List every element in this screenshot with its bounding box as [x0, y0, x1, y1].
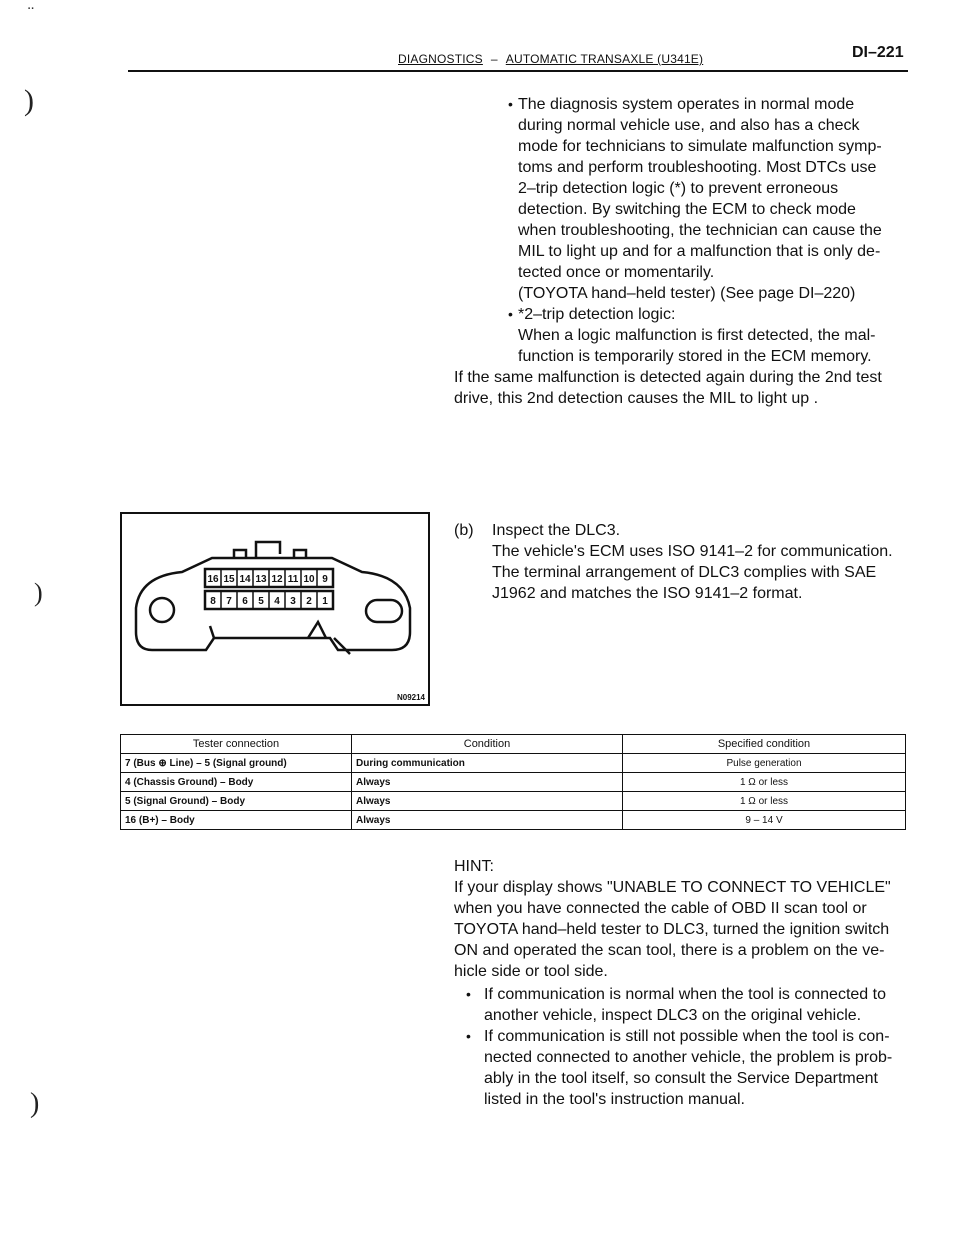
text-line: function is temporarily stored in the ECM memory.	[518, 348, 872, 365]
text-line: detection. By switching the ECM to check mode	[518, 201, 856, 218]
intro-bullet-1	[518, 94, 918, 304]
hint-bullet-1	[484, 984, 924, 1026]
figure-code: N09214	[396, 693, 425, 702]
pin-label: 9	[322, 574, 328, 585]
table-row	[121, 792, 906, 811]
dlc3-connector-drawing	[122, 514, 428, 704]
table-row	[121, 754, 906, 773]
table-cell: Always	[352, 792, 623, 811]
header-separator: –	[490, 52, 498, 66]
bullet-dot: •	[508, 306, 513, 322]
intro-tail	[454, 367, 924, 409]
step-b-label: (b)	[454, 522, 474, 539]
text-line: hicle side or tool side.	[454, 963, 608, 980]
text-line: The vehicle's ECM uses ISO 9141–2 for communication.	[492, 543, 893, 560]
column-header: Tester connection	[121, 735, 352, 754]
pin-label: 2	[306, 596, 312, 607]
table-header-row	[121, 735, 906, 754]
intro-bullet-2	[518, 304, 918, 367]
table-cell: 9 – 14 V	[623, 811, 906, 830]
pin-label: 4	[274, 596, 280, 607]
text-line: another vehicle, inspect DLC3 on the original vehicle.	[484, 1007, 862, 1024]
table-cell: 16 (B+) – Body	[121, 811, 352, 830]
table-cell: 5 (Signal Ground) – Body	[121, 792, 352, 811]
table-cell: 7 (Bus ⊕ Line) – 5 (Signal ground)	[121, 754, 352, 773]
binding-mark: )	[34, 578, 43, 607]
text-line: 2–trip detection logic (*) to prevent erroneous	[518, 180, 839, 197]
pin-label: 11	[287, 574, 299, 585]
pin-label: 15	[223, 574, 235, 585]
text-line: when troubleshooting, the technician can cause the	[518, 222, 882, 239]
bullet-dot: •	[466, 986, 471, 1002]
pin-label: 16	[207, 574, 219, 585]
text-line: The terminal arrangement of DLC3 complies with SAE	[492, 564, 877, 581]
column-header: Specified condition	[623, 735, 906, 754]
text-line: toms and perform troubleshooting. Most DTCs use	[518, 159, 877, 176]
table-row	[121, 811, 906, 830]
text-line: TOYOTA hand–held tester to DLC3, turned the ignition switch	[454, 921, 890, 938]
bullet-dot: •	[466, 1028, 471, 1044]
step-title: Inspect the DLC3.	[492, 522, 621, 539]
header-subsection: AUTOMATIC TRANSAXLE (U341E)	[505, 52, 704, 66]
table-row	[121, 773, 906, 792]
text-line: MIL to light up and for a malfunction that is only de-	[518, 243, 881, 260]
pin-label: 10	[303, 574, 315, 585]
binding-mark: )	[24, 84, 34, 117]
pin-label: 14	[239, 574, 251, 585]
pin-label: 3	[290, 596, 296, 607]
binding-mark: )	[30, 1088, 40, 1119]
running-header	[398, 52, 703, 66]
table-cell: 1 Ω or less	[623, 792, 906, 811]
dlc3-connector-figure	[120, 512, 430, 706]
page-number: DI–221	[852, 44, 904, 61]
text-line: tected once or momentarily.	[518, 264, 715, 281]
hint-block	[454, 856, 924, 982]
text-line: *2–trip detection logic:	[518, 306, 676, 323]
text-line: ably in the tool itself, so consult the Service Department	[484, 1070, 878, 1087]
table-cell: Always	[352, 811, 623, 830]
bullet-dot: •	[508, 96, 513, 112]
pin-label: 7	[226, 596, 232, 607]
hint-bullet-2	[484, 1026, 924, 1110]
table-cell: 1 Ω or less	[623, 773, 906, 792]
hint-label: HINT:	[454, 858, 494, 875]
pin-label: 1	[322, 596, 328, 607]
step-b-text	[492, 520, 922, 604]
text-line: If the same malfunction is detected again during the 2nd test	[454, 369, 882, 386]
text-line: If communication is still not possible when the tool is con-	[484, 1028, 890, 1045]
pin-label: 12	[271, 574, 283, 585]
text-line: (TOYOTA hand–held tester) (See page DI–220)	[518, 285, 856, 302]
pin-label: 5	[258, 596, 264, 607]
table-cell: 4 (Chassis Ground) – Body	[121, 773, 352, 792]
pin-label: 13	[255, 574, 267, 585]
scan-speck: ¨	[28, 4, 34, 24]
text-line: If your display shows "UNABLE TO CONNECT TO VEHICLE"	[454, 879, 891, 896]
text-line: listed in the tool's instruction manual.	[484, 1091, 745, 1108]
header-section: DIAGNOSTICS	[398, 52, 483, 66]
text-line: when you have connected the cable of OBD II scan tool or	[454, 900, 867, 917]
text-line: ON and operated the scan tool, there is a problem on the ve-	[454, 942, 885, 959]
table-cell: Always	[352, 773, 623, 792]
text-line: The diagnosis system operates in normal mode	[518, 96, 855, 113]
table-cell: Pulse generation	[623, 754, 906, 773]
text-line: mode for technicians to simulate malfunction symp-	[518, 138, 882, 155]
text-line: drive, this 2nd detection causes the MIL to light up .	[454, 390, 819, 407]
text-line: When a logic malfunction is first detected, the mal-	[518, 327, 876, 344]
text-line: during normal vehicle use, and also has a check	[518, 117, 860, 134]
header-rule	[128, 70, 908, 72]
text-line: J1962 and matches the ISO 9141–2 format.	[492, 585, 803, 602]
text-line: nected connected to another vehicle, the problem is prob-	[484, 1049, 893, 1066]
text-line: If communication is normal when the tool is connected to	[484, 986, 886, 1003]
pin-label: 6	[242, 596, 248, 607]
column-header: Condition	[352, 735, 623, 754]
table-cell: During communication	[352, 754, 623, 773]
dlc3-inspection-table	[120, 734, 906, 830]
pin-label: 8	[210, 596, 216, 607]
